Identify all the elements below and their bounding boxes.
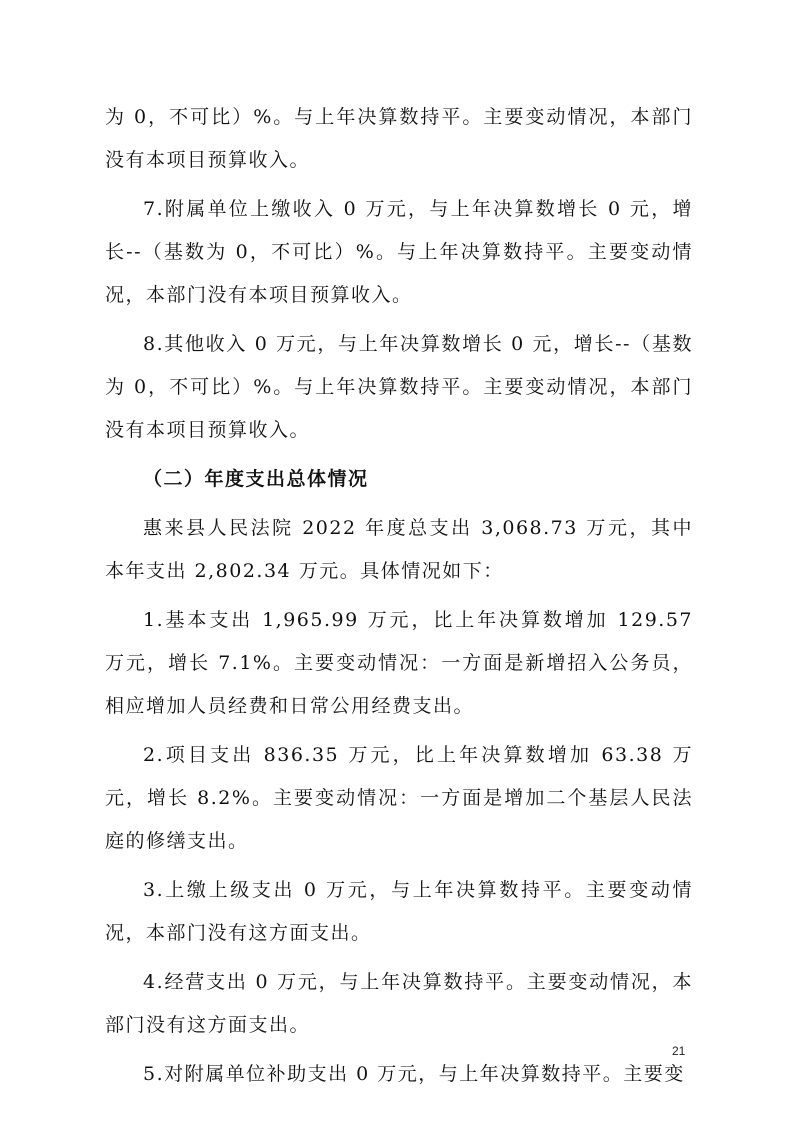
paragraph-remit-expenditure: 3.上缴上级支出 0 万元，与上年决算数持平。主要变动情况，本部门没有这方面支出。 — [105, 879, 693, 944]
paragraph-project-expenditure: 2.项目支出 836.35 万元，比上年决算数增加 63.38 万元，增长 8.2%。主要变动情况：一方面是增加二个基层人民法庭的修缮支出。 — [105, 744, 693, 852]
paragraph-item-7: 7.附属单位上缴收入 0 万元，与上年决算数增长 0 元，增长--（基数为 0，不可比）%。与上年决算数持平。主要变动情况，本部门没有本项目预算收入。 — [105, 198, 693, 306]
paragraph-expenditure-summary: 惠来县人民法院 2022 年度总支出 3,068.73 万元，其中本年支出 2,802.34 万元。具体情况如下： — [105, 517, 693, 582]
section-heading: （二）年度支出总体情况 — [143, 468, 369, 490]
paragraph-item-8: 8.其他收入 0 万元，与上年决算数增长 0 元，增长--（基数为 0，不可比）%。与上年决算数持平。主要变动情况，本部门没有本项目预算收入。 — [105, 333, 693, 441]
paragraph-subsidy-expenditure: 5.对附属单位补助支出 0 万元，与上年决算数持平。主要变 — [143, 1063, 685, 1085]
paragraph-operating-expenditure: 4.经营支出 0 万元，与上年决算数持平。主要变动情况，本部门没有这方面支出。 — [105, 971, 693, 1036]
paragraph-continued: 为 0，不可比）%。与上年决算数持平。主要变动情况，本部门没有本项目预算收入。 — [105, 106, 693, 171]
page-body — [105, 96, 693, 1102]
page-number: 21 — [672, 1044, 686, 1058]
paragraph-basic-expenditure: 1.基本支出 1,965.99 万元，比上年决算数增加 129.57 万元，增长 7.1%。主要变动情况：一方面是新增招入公务员，相应增加人员经费和日常公用经费支出。 — [105, 609, 693, 717]
